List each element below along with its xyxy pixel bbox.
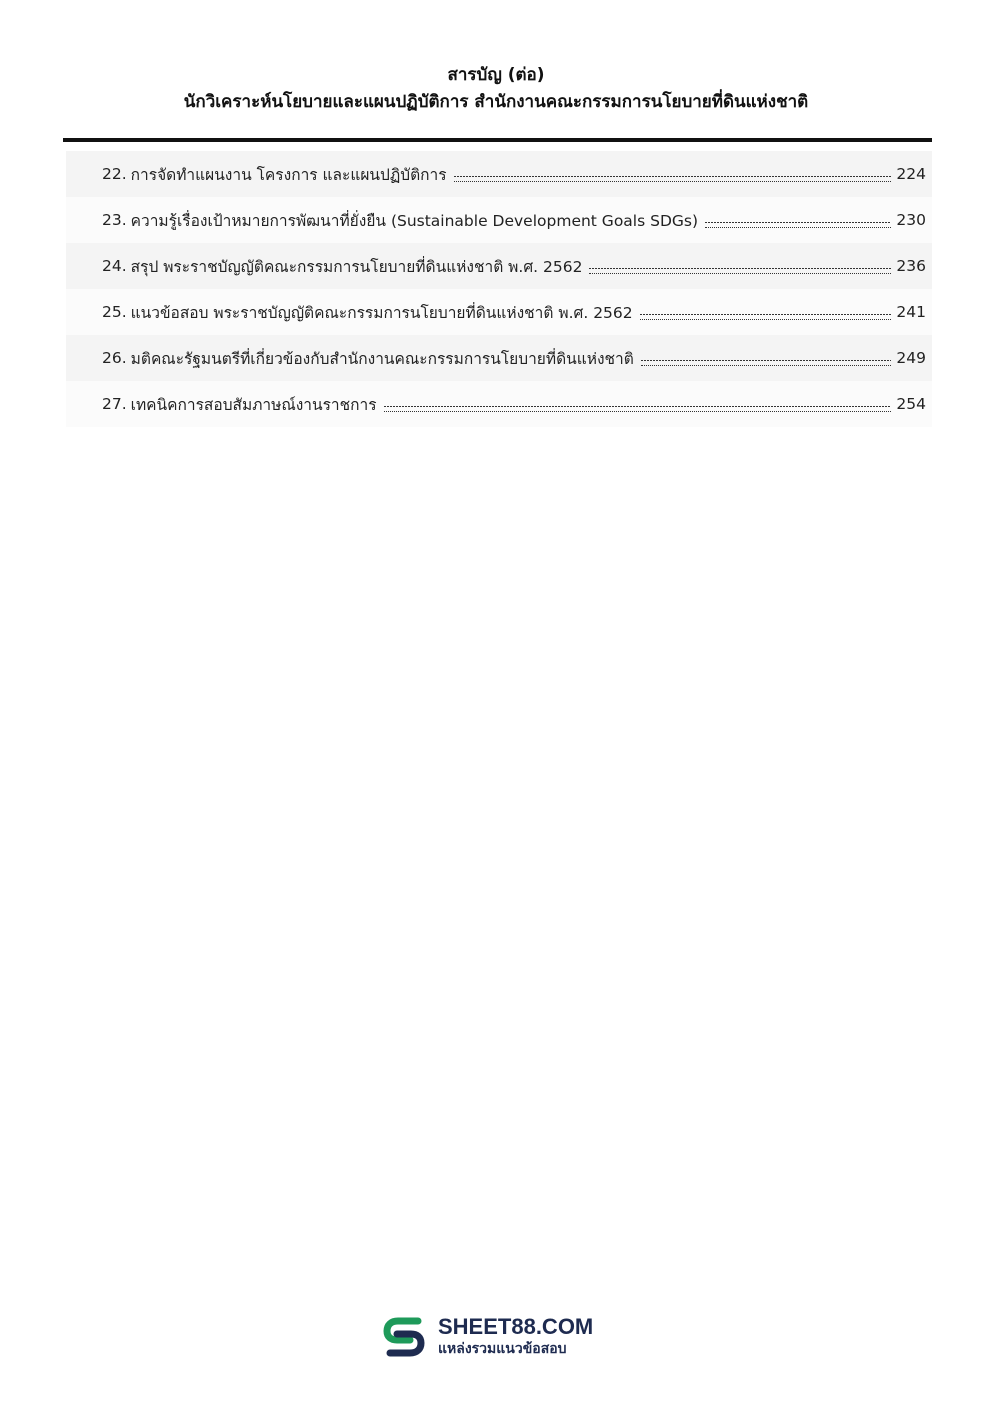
toc-entry-page: 224: [896, 165, 926, 183]
toc-entry-22[interactable]: [66, 151, 932, 197]
table-of-contents: [66, 151, 932, 427]
page-header: [0, 62, 992, 116]
toc-entry-label: แนวข้อสอบ พระราชบัญญัติคณะกรรมการนโยบายที่ดินแห่งชาติ พ.ศ. 2562: [130, 303, 633, 322]
toc-entry-label: เทคนิคการสอบสัมภาษณ์งานราชการ: [130, 395, 377, 414]
toc-entry-number: 25.: [102, 303, 127, 321]
toc-entry-number: 22.: [102, 165, 127, 183]
sheet88-logo: [380, 1311, 620, 1363]
page-subtitle: นักวิเคราะห์นโยบายและแผนปฏิบัติการ สำนักงานคณะกรรมการนโยบายที่ดินแห่งชาติ: [183, 92, 809, 112]
logo-brand: SHEET88.COM: [438, 1314, 594, 1339]
dot-leader: [454, 176, 891, 182]
toc-entry-26[interactable]: [66, 335, 932, 381]
toc-entry-page: 249: [896, 349, 926, 367]
dot-leader: [589, 268, 891, 274]
toc-entry-page: 241: [896, 303, 926, 321]
dot-leader: [384, 406, 891, 412]
toc-entry-25[interactable]: [66, 289, 932, 335]
header-divider: [63, 138, 932, 142]
toc-entry-label: ความรู้เรื่องเป้าหมายการพัฒนาที่ยั่งยืน (Sustainable Development Goals SDGs): [130, 211, 699, 230]
toc-entry-page: 230: [896, 211, 926, 229]
toc-entry-page: 254: [896, 395, 926, 413]
toc-entry-label: มติคณะรัฐมนตรีที่เกี่ยวข้องกับสำนักงานคณะกรรมการนโยบายที่ดินแห่งชาติ: [130, 349, 634, 368]
toc-entry-number: 27.: [102, 395, 127, 413]
toc-entry-24[interactable]: [66, 243, 932, 289]
toc-entry-page: 236: [896, 257, 926, 275]
toc-entry-23[interactable]: [66, 197, 932, 243]
toc-entry-27[interactable]: [66, 381, 932, 427]
toc-entry-number: 26.: [102, 349, 127, 367]
dot-leader: [641, 360, 891, 366]
logo-tagline: แหล่งรวมแนวข้อสอบ: [438, 1341, 567, 1357]
toc-entry-number: 23.: [102, 211, 127, 229]
toc-entry-number: 24.: [102, 257, 127, 275]
toc-entry-label: การจัดทำแผนงาน โครงการ และแผนปฏิบัติการ: [130, 165, 447, 184]
logo-text: [438, 1315, 593, 1359]
dot-leader: [640, 314, 891, 320]
dot-leader: [705, 222, 891, 228]
sheet88-s-logo-icon: [380, 1313, 428, 1361]
toc-entry-label: สรุป พระราชบัญญัติคณะกรรมการนโยบายที่ดินแห่งชาติ พ.ศ. 2562: [130, 257, 583, 276]
page-title: สารบัญ (ต่อ): [447, 65, 545, 85]
